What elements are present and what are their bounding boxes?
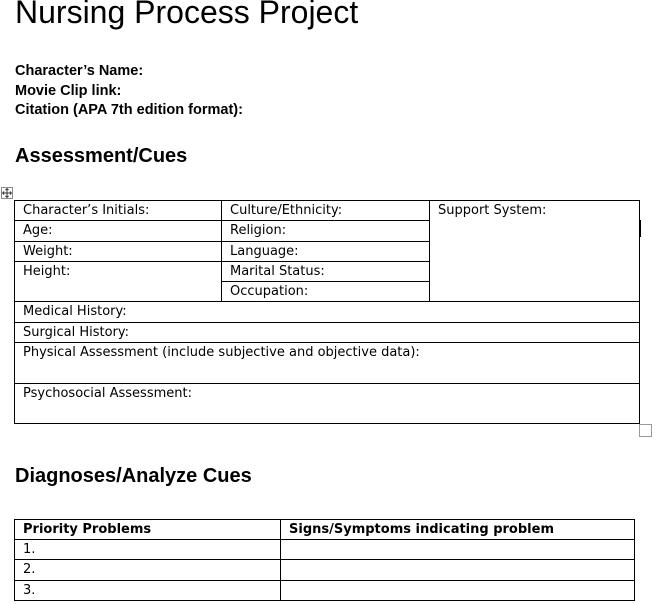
- table-row: [15, 540, 635, 560]
- table-row: [15, 580, 635, 600]
- cell-psychosocial-assessment[interactable]: Psychosocial Assessment:: [15, 383, 640, 424]
- cell-support-system[interactable]: Support System:: [430, 201, 640, 302]
- cell-surgical-history[interactable]: Surgical History:: [15, 322, 640, 342]
- assessment-heading: Assessment/Cues: [15, 145, 188, 167]
- cell-language[interactable]: Language:: [222, 241, 430, 261]
- cell-age[interactable]: Age:: [15, 221, 222, 241]
- priority-problem-cell[interactable]: 3.: [15, 580, 281, 600]
- diagnoses-table: [14, 519, 635, 601]
- assessment-table: [14, 200, 640, 424]
- cell-marital-status[interactable]: Marital Status:: [222, 261, 430, 281]
- cell-occupation[interactable]: Occupation:: [222, 282, 430, 302]
- priority-problem-cell[interactable]: 1.: [15, 540, 281, 560]
- cell-physical-assessment[interactable]: Physical Assessment (include subjective and objective data):: [15, 343, 640, 384]
- signs-symptoms-cell[interactable]: [281, 580, 635, 600]
- signs-symptoms-cell[interactable]: [281, 540, 635, 560]
- cell-characters-initials[interactable]: Character’s Initials:: [15, 201, 222, 221]
- cell-medical-history[interactable]: Medical History:: [15, 302, 640, 322]
- character-name-label: Character’s Name:: [15, 63, 144, 79]
- movie-clip-link-label: Movie Clip link:: [15, 82, 122, 99]
- table-row: [15, 560, 635, 580]
- table-resize-handle[interactable]: [639, 424, 652, 437]
- priority-problem-cell[interactable]: 2.: [15, 560, 281, 580]
- text-cursor: [640, 220, 641, 237]
- cell-culture-ethnicity[interactable]: Culture/Ethnicity:: [222, 201, 430, 221]
- project-info: [15, 62, 243, 121]
- document-title: Nursing Process Project: [15, 0, 359, 30]
- cell-weight[interactable]: Weight:: [15, 241, 222, 261]
- header-priority-problems: Priority Problems: [15, 520, 281, 540]
- table-move-handle-icon[interactable]: [1, 186, 13, 198]
- cell-height[interactable]: Height:: [15, 261, 222, 302]
- header-signs-symptoms: Signs/Symptoms indicating problem: [281, 520, 635, 540]
- signs-symptoms-cell[interactable]: [281, 560, 635, 580]
- diagnoses-heading: Diagnoses/Analyze Cues: [15, 465, 252, 487]
- citation-label: Citation (APA 7th edition format):: [15, 102, 243, 118]
- cell-religion[interactable]: Religion:: [222, 221, 430, 241]
